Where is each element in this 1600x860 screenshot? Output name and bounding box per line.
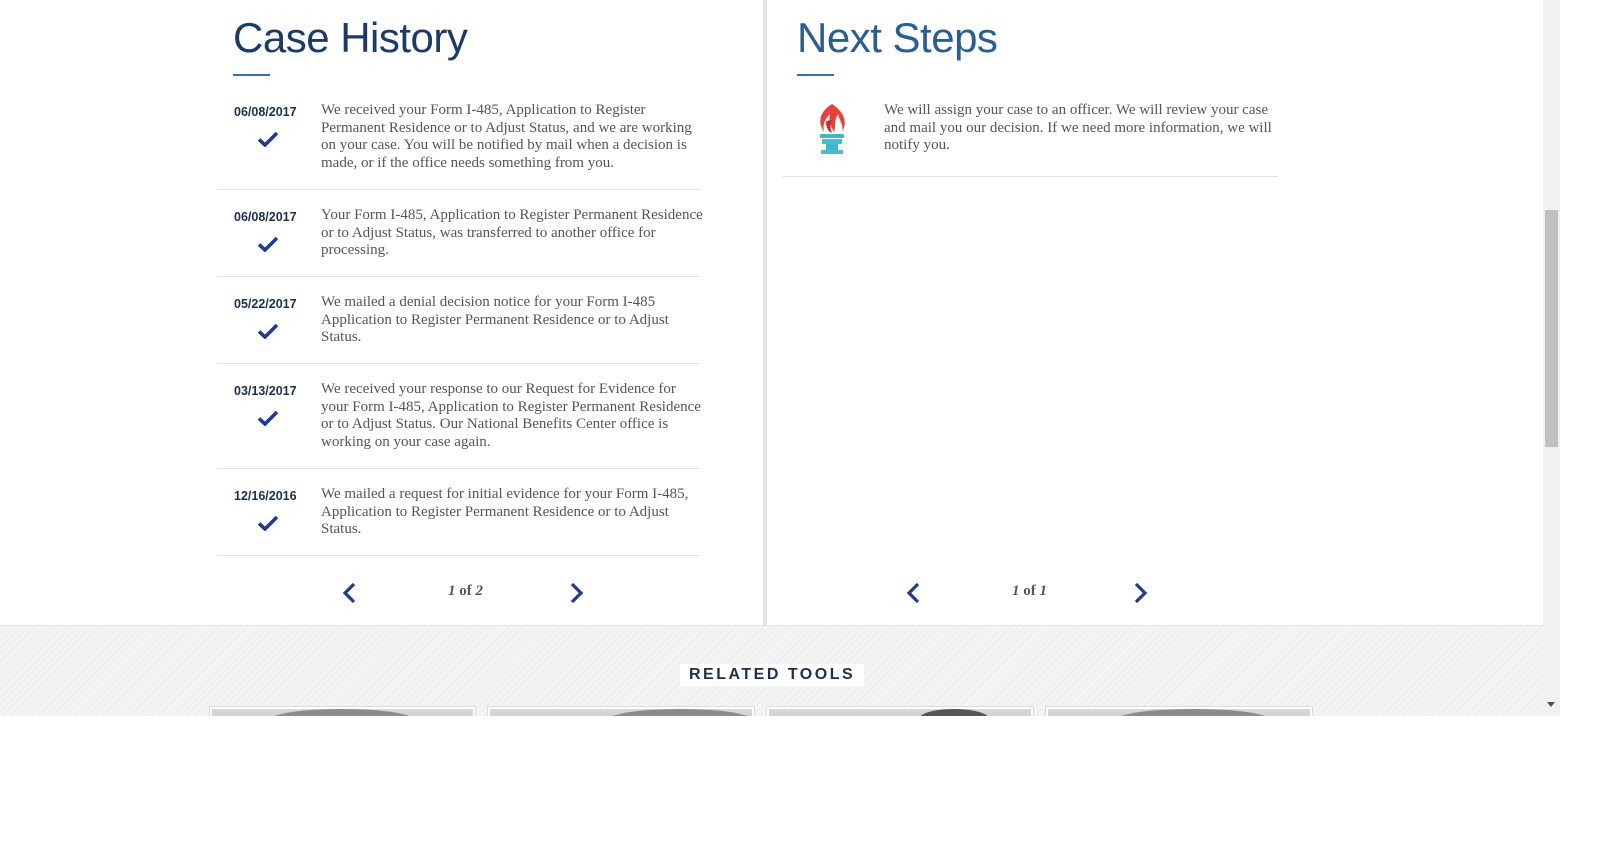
history-entry xyxy=(218,190,703,277)
scroll-down-arrow-icon[interactable] xyxy=(1547,702,1555,707)
next-steps-item xyxy=(782,93,1278,177)
related-tool-card[interactable] xyxy=(487,706,755,716)
history-text: We mailed a request for initial evidence for your Form I-485, Application to Register Permanent Residence or to Adjust Status. xyxy=(321,486,689,538)
case-history-pagination xyxy=(340,580,600,606)
page-total: 2 xyxy=(475,583,483,599)
tool-card-image-shape xyxy=(1118,709,1268,716)
tool-card-image-shape xyxy=(272,709,412,716)
vertical-scrollbar[interactable] xyxy=(1543,0,1560,716)
history-entry xyxy=(218,364,699,469)
history-date: 05/22/2017 xyxy=(234,297,297,311)
page-total: 1 xyxy=(1039,583,1047,599)
history-text: We received your response to our Request for Evidence for your Form I-485, Application to Register Permanent Residence or to Adjust Status. Our National Benefits Center office is working on your case again. xyxy=(321,381,701,450)
history-entry xyxy=(218,469,699,556)
history-date: 06/08/2017 xyxy=(234,210,297,224)
next-steps-text: We will assign your case to an officer. We will review your case and mail you our decision. If we need more information, we will notify you. xyxy=(884,102,1272,154)
chevron-right-icon[interactable] xyxy=(1132,582,1150,604)
related-tool-card[interactable] xyxy=(766,706,1034,716)
chevron-right-icon[interactable] xyxy=(568,582,586,604)
check-icon xyxy=(258,323,278,339)
scrollbar-thumb[interactable] xyxy=(1545,210,1558,447)
tool-card-image-shape xyxy=(919,709,989,716)
column-divider xyxy=(763,0,767,625)
check-icon xyxy=(258,410,278,426)
page-of-label: of xyxy=(459,583,472,599)
case-history-title-rule xyxy=(233,74,270,76)
chevron-left-icon[interactable] xyxy=(904,582,922,604)
tool-card-image xyxy=(1048,709,1310,716)
history-date: 06/08/2017 xyxy=(234,105,297,119)
check-icon xyxy=(258,515,278,531)
related-tools-section xyxy=(0,625,1543,716)
tool-card-image xyxy=(490,709,752,716)
tool-card-image xyxy=(769,709,1031,716)
page-current: 1 xyxy=(1012,583,1020,599)
case-history-title: Case History xyxy=(233,14,468,61)
related-tool-card[interactable] xyxy=(209,706,476,716)
history-date: 03/13/2017 xyxy=(234,384,297,398)
chevron-left-icon[interactable] xyxy=(340,582,358,604)
page-current: 1 xyxy=(448,583,456,599)
check-icon xyxy=(258,131,278,147)
page-of-label: of xyxy=(1023,583,1036,599)
case-history-list xyxy=(218,93,708,556)
tool-card-image-shape xyxy=(610,709,750,716)
torch-icon xyxy=(812,102,852,158)
next-steps-title: Next Steps xyxy=(797,14,998,61)
related-tools-title: RELATED TOOLS xyxy=(680,664,864,686)
check-icon xyxy=(258,236,278,252)
history-text: We mailed a denial decision notice for your Form I-485 Application to Register Permanent Residence or to Adjust Status. xyxy=(321,294,669,346)
tool-card-image xyxy=(212,709,473,716)
history-text: We received your Form I-485, Application to Register Permanent Residence or to Adjust Status, and we are working on your case. You will be notified by mail when a decision is made, or if the office needs something from you. xyxy=(321,102,692,171)
page-indicator xyxy=(1012,583,1047,600)
next-steps-title-rule xyxy=(797,74,834,76)
history-entry xyxy=(218,93,699,190)
related-tool-card[interactable] xyxy=(1045,706,1313,716)
history-date: 12/16/2016 xyxy=(234,489,297,503)
history-text: Your Form I-485, Application to Register Permanent Residence or to Adjust Status, was transferred to another office for processing. xyxy=(321,207,703,259)
page-indicator xyxy=(448,583,483,600)
next-steps-pagination xyxy=(904,580,1164,606)
history-entry xyxy=(218,277,699,364)
